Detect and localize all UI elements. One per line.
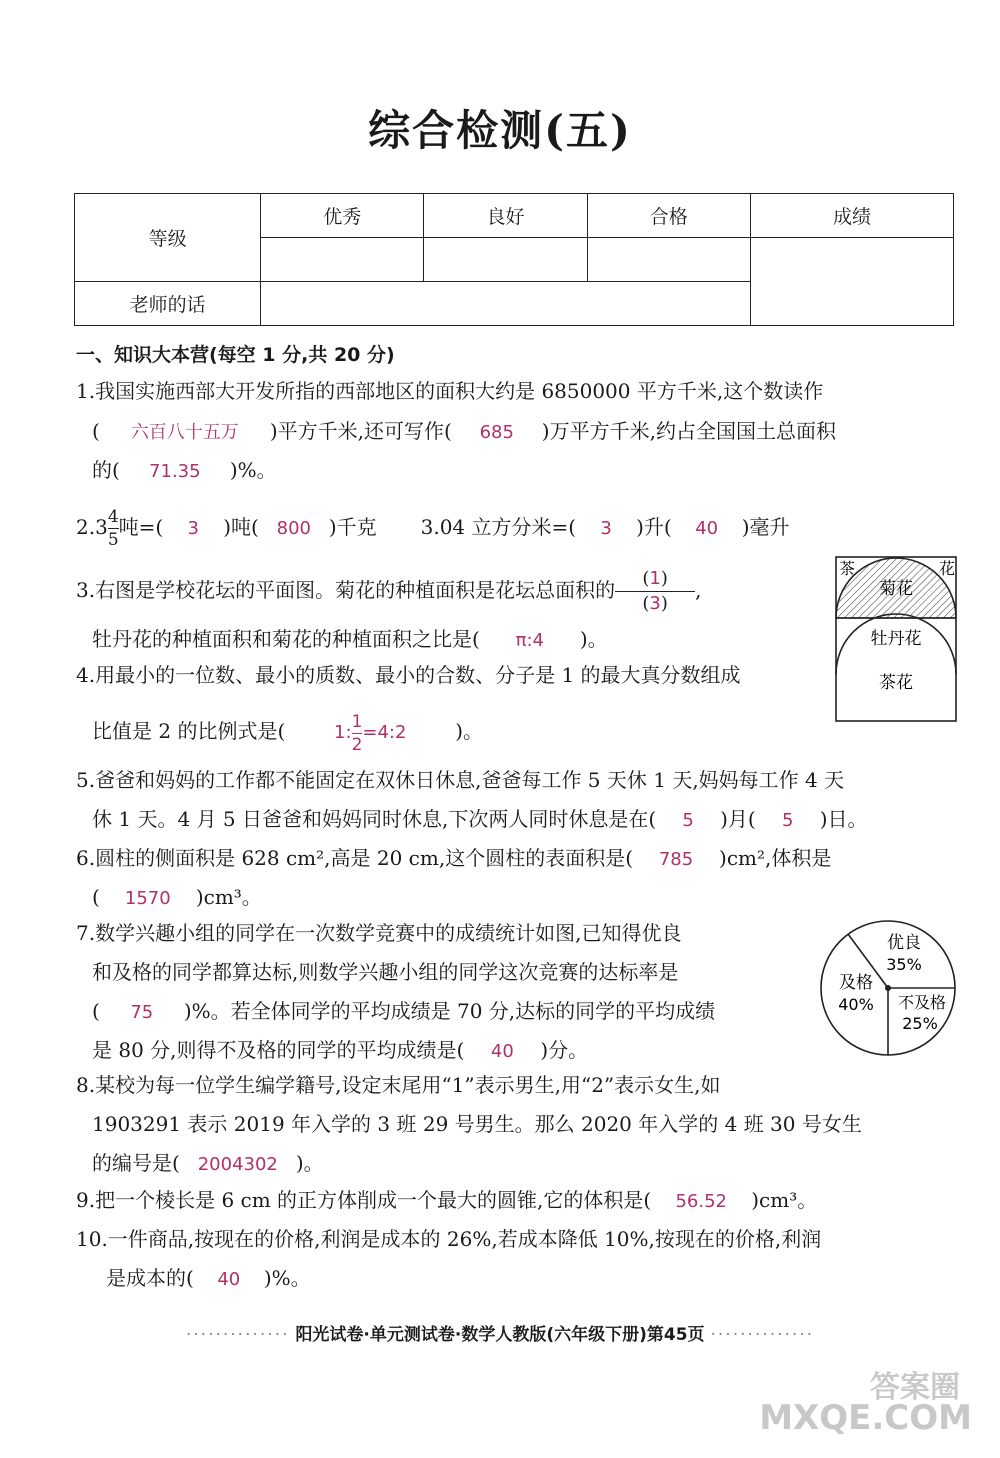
corner-right-label: 花 [939, 559, 956, 578]
page-footer [0, 1320, 1000, 1345]
pie-pass-label: 及格 [839, 973, 873, 993]
q9-line: 9.把一个棱长是 6 cm 的正方体削成一个最大的圆锥,它的体积是( 56.52 )cm³。 [76, 1185, 817, 1217]
watermark-url: MXQE.COM [759, 1398, 972, 1438]
q2-fraction: $\frac{4}{5}$ [107, 507, 119, 550]
q6-answer-volume[interactable]: 1570 [124, 888, 171, 909]
section-header: 一、知识大本营(每空 1 分,共 20 分) [76, 344, 395, 366]
pass-header: 合格 [587, 194, 750, 238]
footer-dots-left: ·············· [185, 1325, 290, 1345]
q2-answer-4[interactable]: 40 [695, 518, 719, 539]
pie-fail-value: 25% [902, 1014, 938, 1033]
q5-line2: 休 1 天。4 月 5 日爸爸和妈妈同时休息,下次两人同时休息是在( 5 )月( 5 )日。 [92, 804, 868, 836]
score-cell[interactable] [750, 238, 953, 326]
watermark-logo: 答案圈 [870, 1370, 960, 1405]
q6-line1: 6.圆柱的侧面积是 628 cm²,高是 20 cm,这个圆柱的表面积是( 785 )cm²,体积是 [76, 843, 831, 875]
q5-line1: 5.爸爸和妈妈的工作都不能固定在双休日休息,爸爸每工作 5 天休 1 天,妈妈每工作 4 天 [76, 768, 845, 792]
q1-line2: ( 六百八十五万 )平方千米,还可写作( 685 )万平方千米,约占全国国土总面积 [92, 416, 836, 448]
score-pie-chart [818, 918, 958, 1058]
footer-text: 阳光试卷·单元测试卷·数学人教版(六年级下册)第45页 [295, 1325, 705, 1345]
q8-line2: 1903291 表示 2019 年入学的 3 班 29 号男生。那么 2020 年入学的 4 班 30 号女生 [92, 1112, 862, 1136]
q5-answer-day[interactable]: 5 [782, 810, 794, 831]
q10-line1: 10.一件商品,按现在的价格,利润是成本的 26%,若成本降低 10%,按现在的价格,利润 [76, 1227, 822, 1251]
q7-line3: ( 75 )%。若全体同学的平均成绩是 70 分,达标的同学的平均成绩 [92, 996, 715, 1028]
q7-line1: 7.数学兴趣小组的同学在一次数学竞赛中的成绩统计如图,已知得优良 [76, 921, 682, 945]
q6-answer-area[interactable]: 785 [658, 849, 694, 870]
camellia-label: 茶花 [879, 673, 913, 693]
q2-answer-3[interactable]: 3 [600, 518, 612, 539]
corner-left-label: 茶 [839, 559, 856, 578]
q1-line3: 的( 71.35 )%。 [92, 455, 277, 487]
q1-line1: 1.我国实施西部大开发所指的西部地区的面积大约是 6850000 平方千米,这个数读作 [76, 379, 824, 403]
q9-answer[interactable]: 56.52 [675, 1191, 727, 1212]
q3-line2: 牡丹花的种植面积和菊花的种植面积之比是( π:4 )。 [92, 624, 608, 656]
grade-table [74, 193, 954, 326]
q7-line2: 和及格的同学都算达标,则数学兴趣小组的同学这次竞赛的达标率是 [92, 960, 679, 984]
q7-answer-rate[interactable]: 75 [130, 1002, 154, 1023]
chrysanthemum-label: 菊花 [879, 579, 913, 599]
q2-line: 2.3 $\frac{4}{5}$ 吨=( 3 )吨( 800 )千克 3.04 立方分米=( 3 )升( 40 )毫升 [76, 507, 790, 550]
q2-answer-1[interactable]: 3 [187, 518, 199, 539]
flowerbed-diagram [835, 556, 957, 722]
excellent-cell[interactable] [261, 238, 424, 282]
good-cell[interactable] [424, 238, 587, 282]
q4-line1: 4.用最小的一位数、最小的质数、最小的合数、分子是 1 的最大真分数组成 [76, 663, 741, 687]
q3-fraction: $\frac{(1)}{(3)}$ [615, 567, 695, 616]
q1-answer-3[interactable]: 71.35 [149, 461, 201, 482]
pie-fail-label: 不及格 [897, 993, 947, 1012]
q1-answer-2[interactable]: 685 [479, 422, 514, 443]
q7-line4: 是 80 分,则得不及格的同学的平均成绩是( 40 )分。 [92, 1035, 588, 1067]
pie-excellent-value: 35% [886, 955, 922, 974]
q4-line2: 比值是 2 的比例式是( 1: $\frac{1}{2}$ =4:2 )。 [92, 706, 483, 758]
q2-answer-2[interactable]: 800 [276, 518, 311, 539]
q3-answer-num[interactable]: 1 [649, 568, 661, 589]
page-title: 综合检测(五) [368, 106, 632, 155]
footer-dots-right: ·············· [710, 1325, 815, 1345]
q3-answer-den[interactable]: 3 [649, 593, 661, 614]
excellent-header: 优秀 [261, 194, 424, 238]
q10-answer[interactable]: 40 [217, 1269, 241, 1290]
q10-line2: 是成本的( 40 )%。 [106, 1263, 311, 1295]
peony-label: 牡丹花 [870, 629, 922, 649]
good-header: 良好 [424, 194, 587, 238]
q4-answer[interactable]: 1: $\frac{1}{2}$ =4:2 [334, 711, 407, 755]
teacher-comment-cell[interactable] [261, 282, 751, 326]
q3-answer-2[interactable]: π:4 [515, 630, 544, 651]
q8-answer[interactable]: 2004302 [197, 1154, 278, 1175]
pie-excellent-label: 优良 [887, 933, 921, 953]
score-header: 成绩 [750, 194, 953, 238]
q3-line1: 3.右图是学校花坛的平面图。菊花的种植面积是花坛总面积的 $\frac{(1)}{(3)}$ , [76, 568, 702, 614]
q7-answer-average[interactable]: 40 [490, 1041, 514, 1062]
q6-line2: ( 1570 )cm³。 [92, 882, 262, 914]
pie-pass-value: 40% [838, 995, 874, 1014]
teacher-comment-label: 老师的话 [75, 282, 261, 326]
q5-answer-month[interactable]: 5 [682, 810, 694, 831]
pass-cell[interactable] [587, 238, 750, 282]
q8-line3: 的编号是( 2004302 )。 [92, 1148, 324, 1180]
q1-answer-1[interactable]: 六百八十五万 [130, 422, 239, 443]
q8-line1: 8.某校为每一位学生编学籍号,设定末尾用“1”表示男生,用“2”表示女生,如 [76, 1073, 721, 1097]
level-label: 等级 [75, 194, 261, 282]
